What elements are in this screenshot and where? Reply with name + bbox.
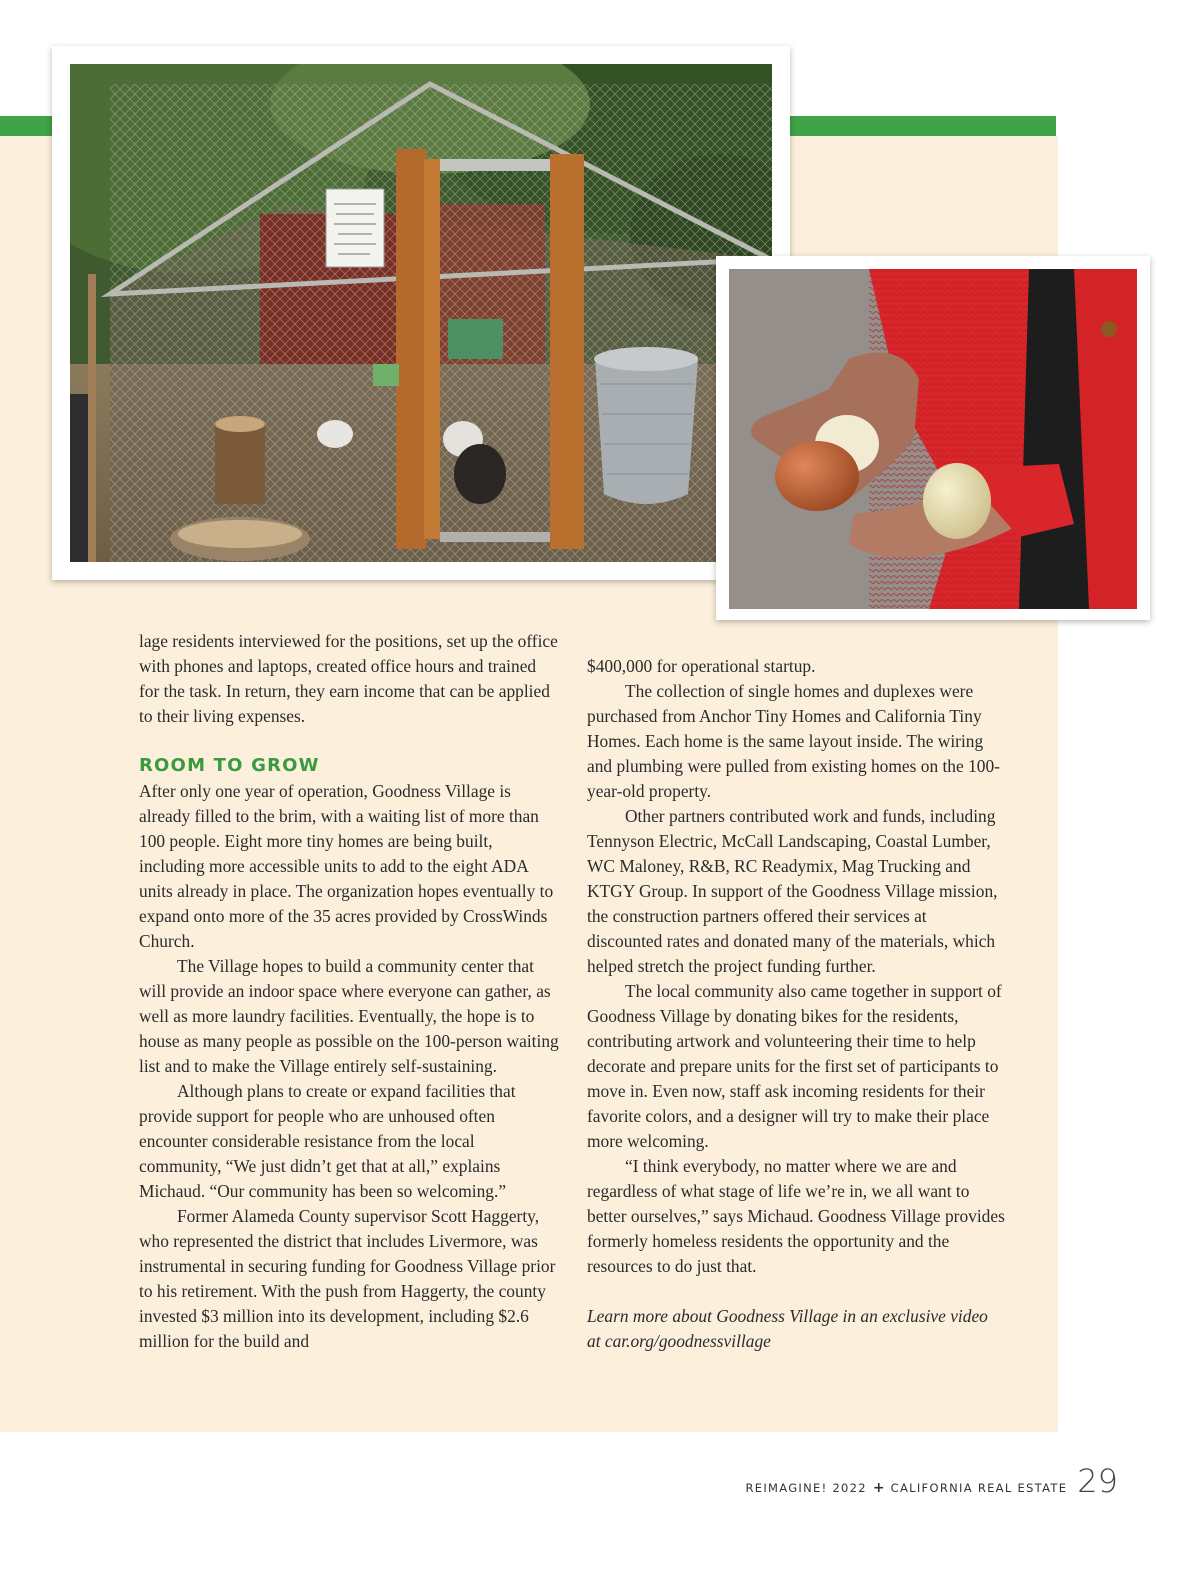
page-number: 29 <box>1077 1462 1118 1500</box>
accent-bar-left <box>0 116 52 136</box>
video-link-note: Learn more about Goodness Village in an exclusive video at car.org/goodnessvillage <box>587 1306 988 1351</box>
article-column-right <box>587 654 1005 1354</box>
plus-separator-icon: + <box>872 1480 885 1496</box>
eggs-image <box>729 269 1137 609</box>
paragraph: Other partners contributed work and funds, including Tennyson Electric, McCall Landscaping, Coastal Lumber, WC Maloney, R&B, RC Readymix, Mag Trucking and KTGY Group. In support of the Goodness Village mission, the construction partners offered their services at discounted rates and donated many of the materials, which helped stretch the project funding further. <box>587 806 998 976</box>
magazine-name: CALIFORNIA REAL ESTATE <box>890 1481 1068 1495</box>
paragraph-continued: lage residents interviewed for the positions, set up the office with phones and laptops, created office hours and trained for the task. In return, they earn income that can be applied to their living expenses. <box>139 631 558 726</box>
paragraph: The local community also came together in support of Goodness Village by donating bikes for the residents, contributing artwork and volunteering their time to help decorate and prepare units for the first set of participants to move in. Even now, staff ask incoming residents for their favorite colors, and a designer will try to make their place more welcoming. <box>587 981 1002 1151</box>
eggs-photo <box>716 256 1150 620</box>
chicken-coop-photo <box>52 46 790 580</box>
paragraph: The collection of single homes and duplexes were purchased from Anchor Tiny Homes and California Tiny Homes. Each home is the same layout inside. The wiring and plumbing were pulled from existing homes on the 100-year-old property. <box>587 681 1000 801</box>
paragraph: Former Alameda County supervisor Scott Haggerty, who represented the district that includes Livermore, was instrumental in securing funding for Goodness Village prior to his retirement. With the push from Haggerty, the county invested $3 million into its development, including $2.6 million for the build and <box>139 1206 556 1351</box>
paragraph: Although plans to create or expand facilities that provide support for people who are unhoused often encounter considerable resistance from the local community, “We just didn’t get that at all,” explains Michaud. “Our community has been so welcoming.” <box>139 1081 516 1201</box>
accent-bar-right <box>790 116 1056 136</box>
article-column-left <box>139 629 559 1354</box>
paragraph: After only one year of operation, Goodness Village is already filled to the brim, with a waiting list of more than 100 people. Eight more tiny homes are being built, including more accessible units to add to the eight ADA units already in place. The organization hopes eventually to expand onto more of the 35 acres provided by CrossWinds Church. <box>139 781 554 951</box>
paragraph-continued: $400,000 for operational startup. <box>587 656 816 676</box>
chicken-coop-image <box>70 64 772 562</box>
paragraph: “I think everybody, no matter where we are and regardless of what stage of life we’re in, we all want to better ourselves,” says Michaud. Goodness Village provides formerly homeless residents the opportunity and the resources to do just that. <box>587 1156 1005 1276</box>
paragraph: The Village hopes to build a community center that will provide an indoor space where everyone can gather, as well as more laundry facilities. Eventually, the hope is to house as many people as possible on the 100-person waiting list and to make the Village entirely self-sustaining. <box>139 956 559 1076</box>
page-footer <box>745 1462 1118 1500</box>
publication-name: REIMAGINE! 2022 <box>745 1481 867 1495</box>
section-heading-room-to-grow: ROOM TO GROW <box>139 755 320 776</box>
